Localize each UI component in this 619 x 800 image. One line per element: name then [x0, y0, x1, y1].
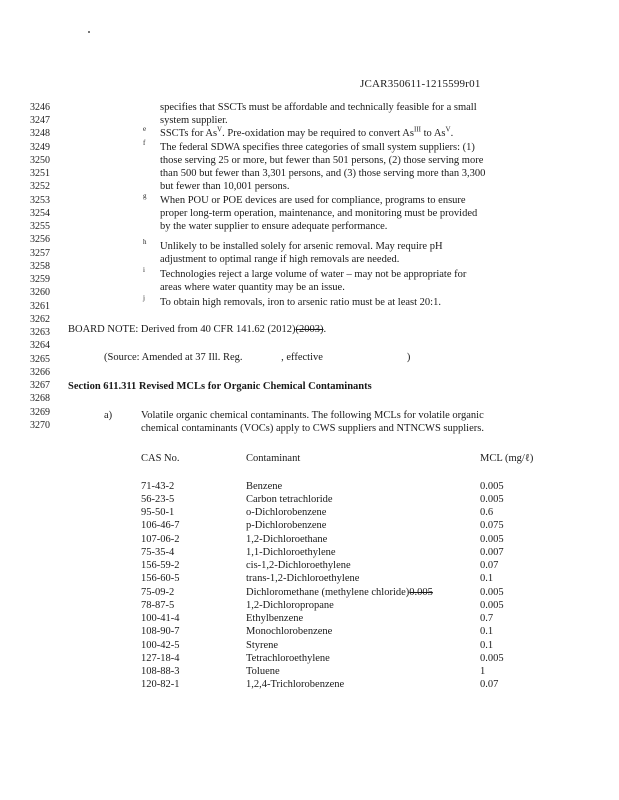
cas-number: 108-88-3	[141, 666, 180, 677]
cas-number: 75-35-4	[141, 547, 175, 558]
line-number: 3256	[30, 234, 50, 245]
line-number: 3259	[30, 274, 50, 285]
footnote-text: Unlikely to be installed solely for arsenic removal. May require pH	[160, 241, 443, 252]
line-number: 3250	[30, 155, 50, 166]
subsection-label: a)	[104, 410, 113, 421]
table-header-contaminant: Contaminant	[246, 453, 301, 464]
contaminant-name: Monochlorobenzene	[246, 626, 333, 637]
mcl-value: 0.005	[480, 600, 504, 611]
cas-number: 107-06-2	[141, 534, 180, 545]
mcl-value: 0.005	[480, 587, 504, 598]
mcl-value: 0.07	[480, 679, 499, 690]
footnote-text: proper long-term operation, maintenance, and monitoring must be provided	[160, 208, 478, 219]
contaminant-name: 1,2,4-Trichlorobenzene	[246, 679, 345, 690]
contaminant-name: Styrene	[246, 640, 279, 651]
line-number: 3252	[30, 181, 50, 192]
cas-number: 120-82-1	[141, 679, 180, 690]
table-header-mcl: MCL (mg/ℓ)	[480, 453, 534, 464]
cas-number: 100-41-4	[141, 613, 180, 624]
footnote-text: To obtain high removals, iron to arsenic ratio must be at least 20:1.	[160, 297, 441, 308]
footnote-text: When POU or POE devices are used for compliance, programs to ensure	[160, 195, 466, 206]
footnote-text: those serving 25 or more, but fewer than 501 persons, (2) those serving more	[160, 155, 484, 166]
footnote-marker: h	[143, 238, 147, 246]
footnote-text: system supplier.	[160, 115, 228, 126]
contaminant-name: 1,1-Dichloroethylene	[246, 547, 336, 558]
line-number: 3270	[30, 420, 50, 431]
contaminant-name: 1,2-Dichloroethane	[246, 534, 328, 545]
line-number: 3264	[30, 340, 50, 351]
cas-number: 78-87-5	[141, 600, 175, 611]
mcl-value: 0.6	[480, 507, 494, 518]
line-number: 3249	[30, 142, 50, 153]
mcl-value: 0.005	[480, 481, 504, 492]
line-number: 3267	[30, 380, 50, 391]
cas-number: 71-43-2	[141, 481, 175, 492]
footnote-text: Technologies reject a large volume of water – may not be appropriate for	[160, 269, 467, 280]
line-number: 3266	[30, 367, 50, 378]
cas-number: 156-60-5	[141, 573, 180, 584]
footnote-marker: i	[143, 266, 145, 274]
contaminant-name: Tetrachloroethylene	[246, 653, 330, 664]
footnote-text: SSCTs for $As^V$. Pre-oxidation may be required to convert $As^{III}$ to $As^V$.	[160, 125, 454, 139]
contaminant-name: cis-1,2-Dichloroethylene	[246, 560, 351, 571]
footnote-marker: j	[143, 294, 145, 302]
cas-number: 156-59-2	[141, 560, 180, 571]
mcl-value: 0.075	[480, 520, 504, 531]
line-number: 3258	[30, 261, 50, 272]
line-number: 3251	[30, 168, 50, 179]
subsection-text: Volatile organic chemical contaminants. The following MCLs for volatile organic	[141, 410, 484, 421]
document-id: JCAR350611-1215599r01	[360, 78, 481, 90]
line-number: 3263	[30, 327, 50, 338]
line-number: 3255	[30, 221, 50, 232]
cas-number: 56-23-5	[141, 494, 175, 505]
contaminant-name: 1,2-Dichloropropane	[246, 600, 334, 611]
contaminant-name: trans-1,2-Dichloroethylene	[246, 573, 360, 584]
footnote-marker: e	[143, 125, 147, 133]
cas-number: 75-09-2	[141, 587, 175, 598]
cas-number: 100-42-5	[141, 640, 180, 651]
scan-speck	[88, 31, 90, 33]
mcl-value: 0.7	[480, 613, 494, 624]
contaminant-name: Dichloromethane (methylene chloride)0.005	[246, 587, 433, 598]
footnote-text: but fewer than 10,001 persons.	[160, 181, 290, 192]
mcl-value: 0.1	[480, 573, 494, 584]
mcl-value: 0.005	[480, 494, 504, 505]
line-number: 3254	[30, 208, 50, 219]
contaminant-name: Ethylbenzene	[246, 613, 304, 624]
footnote-text: specifies that SSCTs must be affordable and technically feasible for a small	[160, 102, 477, 113]
mcl-value: 0.1	[480, 626, 494, 637]
contaminant-name: o-Dichlorobenzene	[246, 507, 327, 518]
line-number: 3265	[30, 354, 50, 365]
line-number: 3246	[30, 102, 50, 113]
struck-mcl-value: 0.005	[409, 587, 433, 598]
board-note: BOARD NOTE: Derived from 40 CFR 141.62 (2012)(2003).	[68, 324, 327, 335]
contaminant-name: Benzene	[246, 481, 283, 492]
section-heading: Section 611.311 Revised MCLs for Organic Chemical Contaminants	[68, 381, 372, 392]
contaminant-name: p-Dichlorobenzene	[246, 520, 327, 531]
mcl-value: 0.1	[480, 640, 494, 651]
mcl-value: 0.005	[480, 653, 504, 664]
footnote-text: by the water supplier to ensure adequate performance.	[160, 221, 388, 232]
cas-number: 108-90-7	[141, 626, 180, 637]
line-number: 3260	[30, 287, 50, 298]
subsection-text: chemical contaminants (VOCs) apply to CWS suppliers and NTNCWS suppliers.	[141, 423, 484, 434]
cas-number: 127-18-4	[141, 653, 180, 664]
cas-number: 106-46-7	[141, 520, 180, 531]
mcl-value: 0.07	[480, 560, 499, 571]
footnote-text: areas where water quantity may be an issue.	[160, 282, 345, 293]
mcl-value: 1	[480, 666, 486, 677]
mcl-value: 0.007	[480, 547, 504, 558]
cas-number: 95-50-1	[141, 507, 175, 518]
contaminant-name: Carbon tetrachloride	[246, 494, 333, 505]
line-number: 3257	[30, 248, 50, 259]
mcl-value: 0.005	[480, 534, 504, 545]
line-number: 3261	[30, 301, 50, 312]
footnote-text: The federal SDWA specifies three categories of small system suppliers: (1)	[160, 142, 475, 153]
line-number: 3268	[30, 393, 50, 404]
line-number: 3253	[30, 195, 50, 206]
source-note: (Source: Amended at 37 Ill. Reg. , effective )	[104, 352, 411, 363]
line-number: 3262	[30, 314, 50, 325]
contaminant-name: Toluene	[246, 666, 280, 677]
footnote-marker: g	[143, 192, 147, 200]
line-number: 3248	[30, 128, 50, 139]
footnote-marker: f	[143, 139, 146, 147]
line-number: 3269	[30, 407, 50, 418]
footnote-text: than 500 but fewer than 3,301 persons, and (3) those serving more than 3,300	[160, 168, 486, 179]
footnote-text: adjustment to optimal range if high removals are needed.	[160, 254, 400, 265]
table-header-cas: CAS No.	[141, 453, 180, 464]
line-number: 3247	[30, 115, 50, 126]
